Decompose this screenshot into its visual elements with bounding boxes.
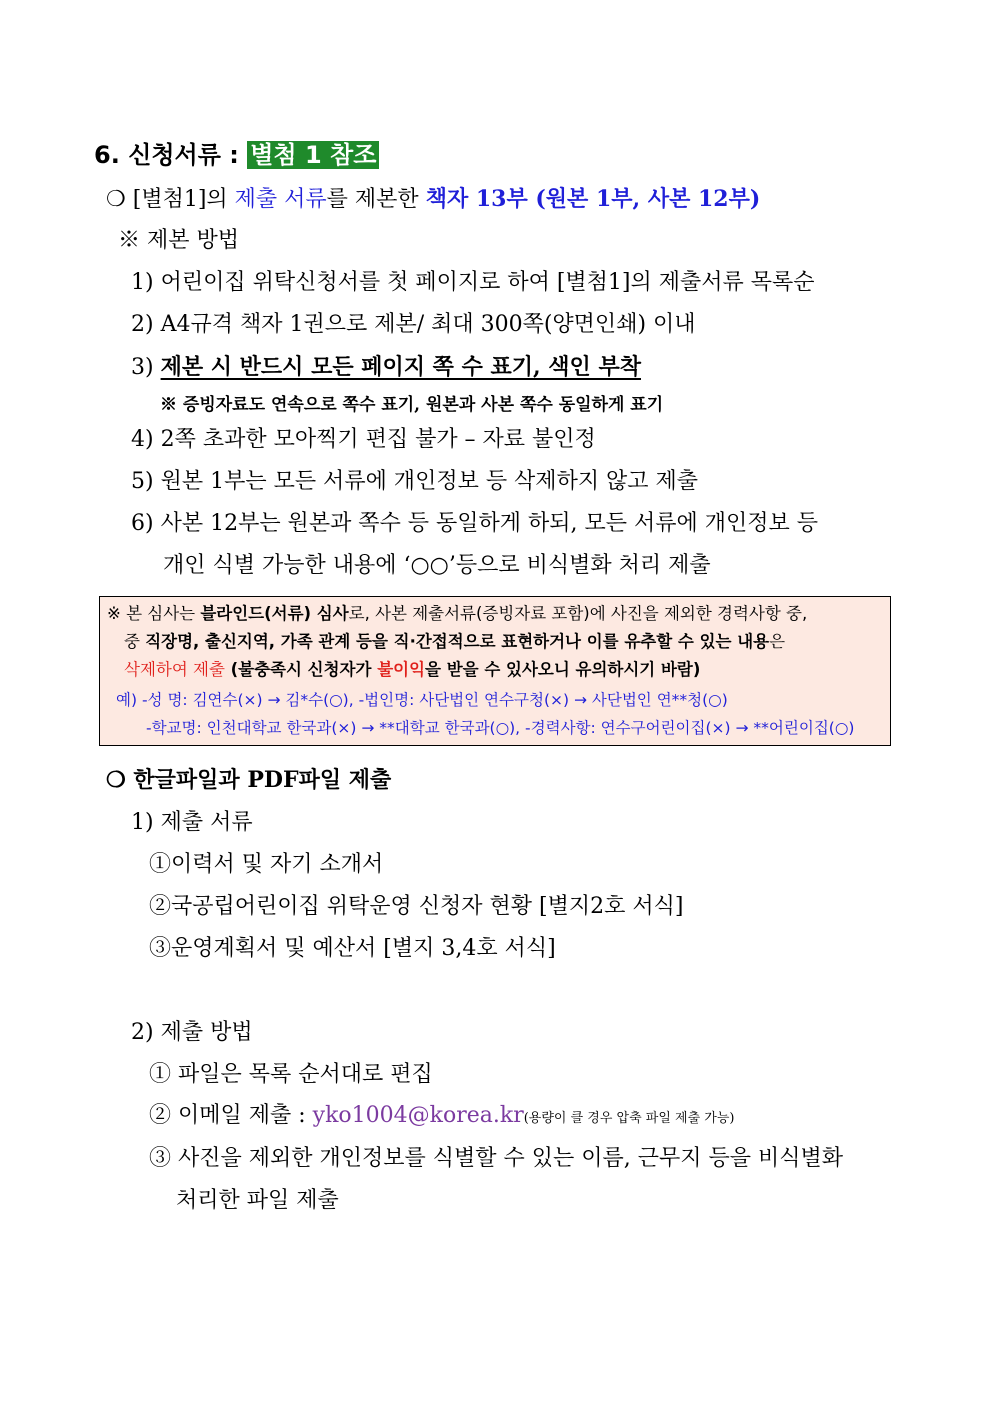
binding-requirement-line xyxy=(106,185,760,214)
submission-docs-heading: 1) 제출 서류 xyxy=(131,810,253,835)
notice-example-2: -학교명: 인천대학교 한국과(×) → **대학교 한국과(○), -경력사항: 연수구어린이집(×) → **어린이집(○) xyxy=(146,719,855,737)
binding-method-heading: ※ 제본 방법 xyxy=(118,228,239,253)
notice-example-1: 예) -성 명: 김연수(×) → 김*수(○), -법인명: 사단법인 연수구청(×) → 사단법인 연**청(○) xyxy=(116,691,728,709)
binding-text: 를 제본한 xyxy=(326,187,419,212)
email-label: ② 이메일 제출 : xyxy=(149,1103,313,1128)
doc-item-1: ①이력서 및 자기 소개서 xyxy=(149,852,384,877)
section-title: 신청서류 : xyxy=(128,141,239,169)
notice-row-2 xyxy=(124,631,785,653)
notice-text: 중 xyxy=(124,632,146,651)
bullet-icon: ❍ xyxy=(106,187,126,212)
notice-bold: (불충족시 신청자가 xyxy=(224,660,378,679)
submission-step-3: ③ 사진을 제외한 개인정보를 식별할 수 있는 이름, 근무지 등을 비식별화 xyxy=(149,1146,843,1171)
attachment-ref: [별첨1]의 xyxy=(132,187,228,212)
method-item-4: 4) 2쪽 초과한 모아찍기 편집 불가 – 자료 불인정 xyxy=(131,427,596,452)
email-link[interactable]: yko1004@korea.kr xyxy=(312,1103,524,1128)
notice-bold: 직장명, 출신지역, 가족 관계 등을 직·간접적으로 표현하거나 이를 유추할 수 있는 내용 xyxy=(145,632,770,651)
submission-step-2 xyxy=(149,1102,734,1133)
method-item-2: 2) A4규격 책자 1권으로 제본/ 최대 300쪽(양면인쇄) 이내 xyxy=(131,312,696,337)
section-heading xyxy=(94,140,379,170)
method-item-5: 5) 원본 1부는 모든 서류에 개인정보 등 삭제하지 않고 제출 xyxy=(131,469,699,494)
section-number: 6. xyxy=(94,141,120,169)
file-submission-heading xyxy=(106,766,391,794)
method-item-6-cont: 개인 식별 가능한 내용에 ‘○○’등으로 비식별화 처리 제출 xyxy=(163,553,711,578)
notice-row-3 xyxy=(124,659,700,681)
blind-review-notice xyxy=(99,596,891,746)
section-highlight: 별첨 1 참조 xyxy=(247,141,379,169)
page-number-note: ※ 증빙자료도 연속으로 쪽수 표기, 원본과 사본 쪽수 동일하게 표기 xyxy=(160,395,664,415)
submission-step-1: ① 파일은 목록 순서대로 편집 xyxy=(149,1062,433,1087)
submission-method-heading: 2) 제출 방법 xyxy=(131,1020,253,1045)
notice-text: 은 xyxy=(769,632,786,651)
doc-item-3: ③운영계획서 및 예산서 [별지 3,4호 서식] xyxy=(149,936,556,961)
notice-text: 로, 사본 제출서류(증빙자료 포함)에 사진을 제외한 경력사항 중, xyxy=(348,604,808,623)
notice-bold: 을 받을 수 있사오니 유의하시기 바람) xyxy=(425,660,701,679)
email-note: (용량이 클 경우 압축 파일 제출 가능) xyxy=(523,1111,735,1126)
booklet-count-text: 책자 13부 (원본 1부, 사본 12부) xyxy=(425,186,761,212)
submission-step-3-cont: 처리한 파일 제출 xyxy=(176,1188,339,1213)
bullet-icon: ❍ xyxy=(106,767,126,793)
method-item-3-text: 제본 시 반드시 모든 페이지 쪽 수 표기, 색인 부착 xyxy=(160,354,641,380)
method-item-1: 1) 어린이집 위탁신청서를 첫 페이지로 하여 [별첨1]의 제출서류 목록순 xyxy=(131,270,815,295)
notice-text: ※ 본 심사는 xyxy=(107,604,201,623)
doc-item-2: ②국공립어린이집 위탁운영 신청자 현황 [별지2호 서식] xyxy=(149,894,684,919)
notice-row-1 xyxy=(107,603,807,625)
notice-red-bold: 불이익 xyxy=(377,660,426,679)
submission-docs-text: 제출 서류 xyxy=(234,187,327,212)
method-item-6: 6) 사본 12부는 원본과 쪽수 등 동일하게 하되, 모든 서류에 개인정보 등 xyxy=(131,511,819,536)
method-item-3 xyxy=(131,353,641,382)
notice-red: 삭제하여 제출 xyxy=(124,660,225,679)
file-submission-title: 한글파일과 PDF파일 제출 xyxy=(133,767,392,793)
notice-bold: 블라인드(서류) 심사 xyxy=(200,604,349,623)
method-item-3-number: 3) xyxy=(131,355,154,380)
